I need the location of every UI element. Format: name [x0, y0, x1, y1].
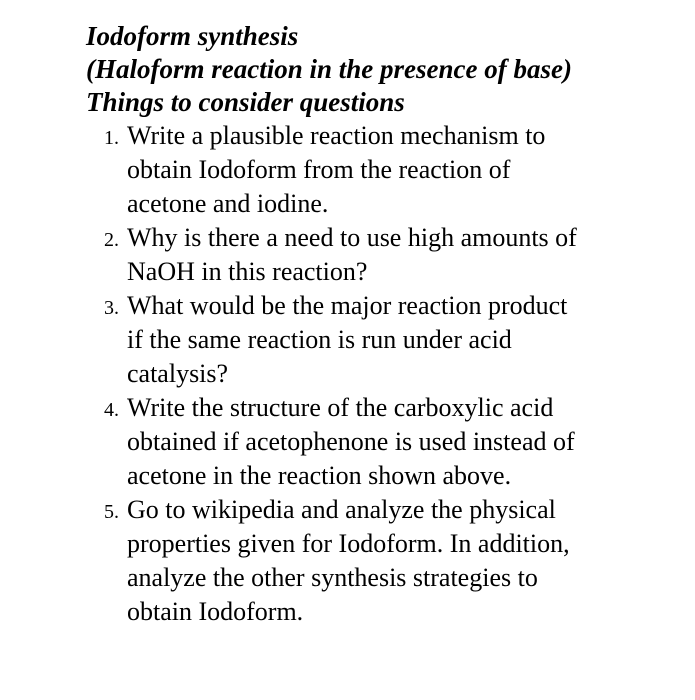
question-line: obtain Iodoform.: [127, 597, 304, 626]
question-line: acetone and iodine.: [127, 189, 329, 218]
question-item-1: [86, 119, 666, 221]
title-line-3: Things to consider questions: [86, 87, 405, 117]
question-line: obtained if acetophenone is used instead of: [127, 427, 575, 456]
question-item-5: [86, 493, 666, 629]
question-line: obtain Iodoform from the reaction of: [127, 155, 511, 184]
question-line: analyze the other synthesis strategies to: [127, 563, 538, 592]
question-line: catalysis?: [127, 359, 229, 388]
title-line-2: (Haloform reaction in the presence of base): [86, 54, 572, 84]
question-number: 1.: [104, 127, 119, 149]
question-item-4: [86, 391, 666, 493]
question-line: Write a plausible reaction mechanism to: [127, 121, 546, 150]
question-number: 3.: [104, 297, 119, 319]
question-line: if the same reaction is run under acid: [127, 325, 512, 354]
question-line: Go to wikipedia and analyze the physical: [127, 495, 556, 524]
question-line: properties given for Iodoform. In addition,: [127, 529, 570, 558]
question-list: [86, 119, 666, 629]
question-line: acetone in the reaction shown above.: [127, 461, 512, 490]
question-line: What would be the major reaction product: [127, 291, 568, 320]
question-item-3: [86, 289, 666, 391]
document-page: [86, 20, 666, 629]
question-number: 4.: [104, 399, 119, 421]
question-number: 2.: [104, 229, 119, 251]
question-line: NaOH in this reaction?: [127, 257, 368, 286]
document-title: [86, 20, 666, 119]
question-item-2: [86, 221, 666, 289]
question-line: Write the structure of the carboxylic acid: [127, 393, 554, 422]
title-line-1: Iodoform synthesis: [86, 21, 299, 51]
question-line: Why is there a need to use high amounts of: [127, 223, 577, 252]
question-number: 5.: [104, 501, 119, 523]
